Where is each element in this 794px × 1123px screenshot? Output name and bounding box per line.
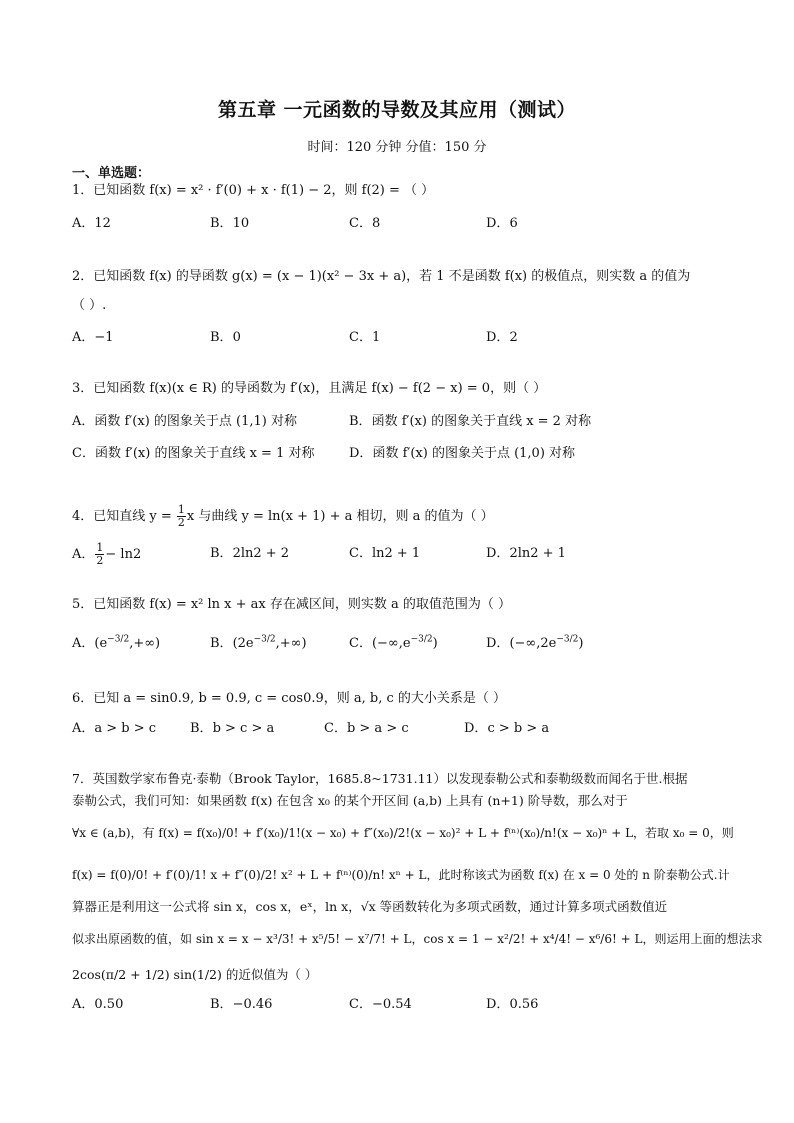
- question-7-line-2: 泰勒公式，我们可知：如果函数 f(x) 在包含 x₀ 的某个开区间 (a,b) 上具有 (n+1) 阶导数，那么对于: [72, 793, 628, 808]
- option-d: D．2ln2 + 1: [486, 546, 566, 561]
- option-b: B．$(2e^{-3/2},+\infty)$: [210, 634, 307, 651]
- section-heading: 一、单选题：: [72, 166, 151, 181]
- option-a: A．$(e^{-3/2},+\infty)$: [72, 634, 161, 651]
- question-7-line-5: 算器正是利用这一公式将 sin x，cos x，eˣ，ln x，√x 等函数转化为多项式函数，通过计算多项式函数值近: [72, 899, 668, 914]
- option-c: C．−0.54: [349, 997, 412, 1012]
- option-d: D．函数 f′(x) 的图象关于点 (1,0) 对称: [349, 446, 576, 461]
- question-2-stem: 2．已知函数 f(x) 的导函数 g(x) = (x − 1)(x² − 3x + a)，若 1 不是函数 f(x) 的极值点，则实数 a 的值为: [72, 269, 691, 284]
- option-a: A． $\frac{1}{2}$ − ln2: [72, 541, 142, 567]
- question-3-options-row1: [72, 410, 732, 432]
- question-6-stem: 6．已知 a = sin0.9, b = 0.9, c = cos0.9，则 a, b, c 的大小关系是（ ）: [72, 691, 507, 706]
- question-4-stem: 4．已知直线 y = $\frac{1}{2}$ x 与曲线 y = ln(x + 1) + a 相切，则 a 的值为（ ）: [72, 503, 494, 529]
- option-c: C．1: [349, 330, 381, 345]
- question-5-stem: 5．已知函数 f(x) = x² ln x + ax 存在减区间，则实数 a 的取值范围为（ ）: [72, 597, 512, 612]
- option-c: C．b > a > c: [324, 721, 409, 736]
- question-7-line-3: ∀x ∈ (a,b)，有 f(x) = f(x₀)/0! + f′(x₀)/1!(x − x₀) + f″(x₀)/2!(x − x₀)² + L + f⁽ⁿ⁾(x₀)/n!(x − x₀)ⁿ + L，若取 x₀ = 0，则: [72, 826, 734, 840]
- question-7-line-7: 2cos(π/2 + 1/2) sin(1/2) 的近似值为（ ）: [72, 967, 318, 982]
- option-b: B．b > c > a: [190, 721, 275, 736]
- option-a: A．a > b > c: [72, 721, 157, 736]
- option-b: B．10: [210, 216, 250, 231]
- option-d: D．6: [486, 216, 518, 231]
- question-3-options-row2: [72, 442, 732, 464]
- option-c: C．函数 f′(x) 的图象关于直线 x = 1 对称: [72, 446, 315, 461]
- question-6-options: [72, 717, 732, 739]
- question-7-line-4: f(x) = f(0)/0! + f′(0)/1! x + f″(0)/2! x² + L + f⁽ⁿ⁾(0)/n! xⁿ + L，此时称该式为函数 f(x) 在 x = 0 处的 n 阶泰勒公式.计: [72, 868, 730, 882]
- option-a: A．0.50: [72, 997, 124, 1012]
- option-a: A．−1: [72, 330, 114, 345]
- option-b: B．−0.46: [210, 997, 273, 1012]
- question-5-options: [72, 632, 732, 654]
- option-d: D．$(-\infty,2e^{-3/2})$: [486, 634, 584, 651]
- question-2-options: [72, 326, 732, 348]
- question-7-options: [72, 993, 732, 1015]
- question-1-stem: 1．已知函数 f(x) = x² · f′(0) + x · f(1) − 2，则 f(2) = （ ）: [72, 183, 435, 198]
- question-7-line-1: 7．英国数学家布鲁克·泰勒（Brook Taylor，1685.8~1731.11）以发现泰勒公式和泰勒级数而闻名于世.根据: [72, 771, 688, 786]
- option-c: C．ln2 + 1: [349, 546, 421, 561]
- fraction: $\frac{1}{2}$: [96, 541, 104, 567]
- option-d: D．2: [486, 330, 518, 345]
- option-d: D．c > b > a: [464, 721, 550, 736]
- question-3-stem: 3．已知函数 f(x)(x ∈ R) 的导函数为 f′(x)，且满足 f(x) − f(2 − x) = 0，则（ ）: [72, 381, 547, 396]
- option-c: C．$(-\infty,e^{-3/2})$: [349, 634, 438, 651]
- fraction: $\frac{1}{2}$: [177, 503, 185, 529]
- option-b: B．2ln2 + 2: [210, 546, 290, 561]
- option-a: A．函数 f′(x) 的图象关于点 (1,1) 对称: [72, 414, 297, 429]
- question-7-line-6: 似求出原函数的值，如 sin x = x − x³/3! + x⁵/5! − x⁷/7! + L，cos x = 1 − x²/2! + x⁴/4! − x⁶/6! + L，则运用上面的想法求: [72, 932, 763, 946]
- option-b: B．函数 f′(x) 的图象关于直线 x = 2 对称: [349, 414, 592, 429]
- question-2-stem-cont: （ ）.: [72, 298, 107, 313]
- option-d: D．0.56: [486, 997, 539, 1012]
- question-4-options: [72, 541, 732, 567]
- option-a: A．12: [72, 216, 111, 231]
- option-c: C．8: [349, 216, 381, 231]
- question-1-options: [72, 212, 732, 234]
- option-b: B．0: [210, 330, 241, 345]
- page-title: 第五章 一元函数的导数及其应用（测试）: [217, 99, 577, 121]
- exam-meta: 时间：120 分钟 分值：150 分: [307, 140, 487, 155]
